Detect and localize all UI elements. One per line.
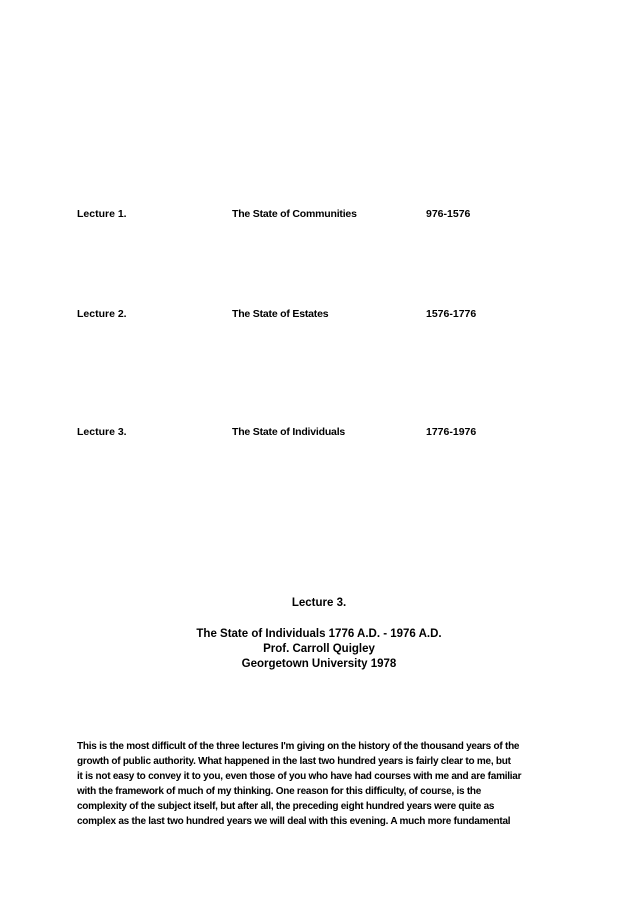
lecture-row-1 <box>0 208 638 224</box>
lecture-subtitle: The State of Individuals 1776 A.D. - 1976 A.D. <box>196 628 442 640</box>
lecture-title: The State of Individuals <box>232 426 346 438</box>
lecture-number: Lecture 3. <box>77 426 127 438</box>
intro-line: with the framework of much of my thinking. One reason for this difficulty, of course, is the <box>77 786 482 797</box>
intro-line: growth of public authority. What happened in the last two hundred years is fairly clear to me, but <box>77 756 511 767</box>
lecture-years: 1576-1776 <box>426 308 477 320</box>
intro-line: complex as the last two hundred years we will deal with this evening. A much more fundamental <box>77 816 511 827</box>
lecture-years: 976-1576 <box>426 208 471 220</box>
lecture-heading <box>0 627 638 672</box>
lecture-author: Prof. Carroll Quigley <box>263 643 375 655</box>
lecture-row-3 <box>0 426 638 442</box>
lecture-institution: Georgetown University 1978 <box>241 658 397 670</box>
intro-line: This is the most difficult of the three lectures I'm giving on the history of the thousand years of the <box>77 741 520 752</box>
lecture-number: Lecture 1. <box>77 208 127 220</box>
lecture-row-2 <box>0 308 638 324</box>
intro-line: complexity of the subject itself, but after all, the preceding eight hundred years were quite as <box>77 801 495 812</box>
lecture-label: Lecture 3. <box>291 597 347 609</box>
intro-line: it is not easy to convey it to you, even those of you who have had courses with me and are familiar <box>77 771 522 782</box>
lecture-heading-label <box>0 596 638 611</box>
lecture-years: 1776-1976 <box>426 426 477 438</box>
intro-paragraph <box>77 739 567 829</box>
lecture-title: The State of Communities <box>232 208 357 220</box>
lecture-title: The State of Estates <box>232 308 329 320</box>
lecture-number: Lecture 2. <box>77 308 127 320</box>
